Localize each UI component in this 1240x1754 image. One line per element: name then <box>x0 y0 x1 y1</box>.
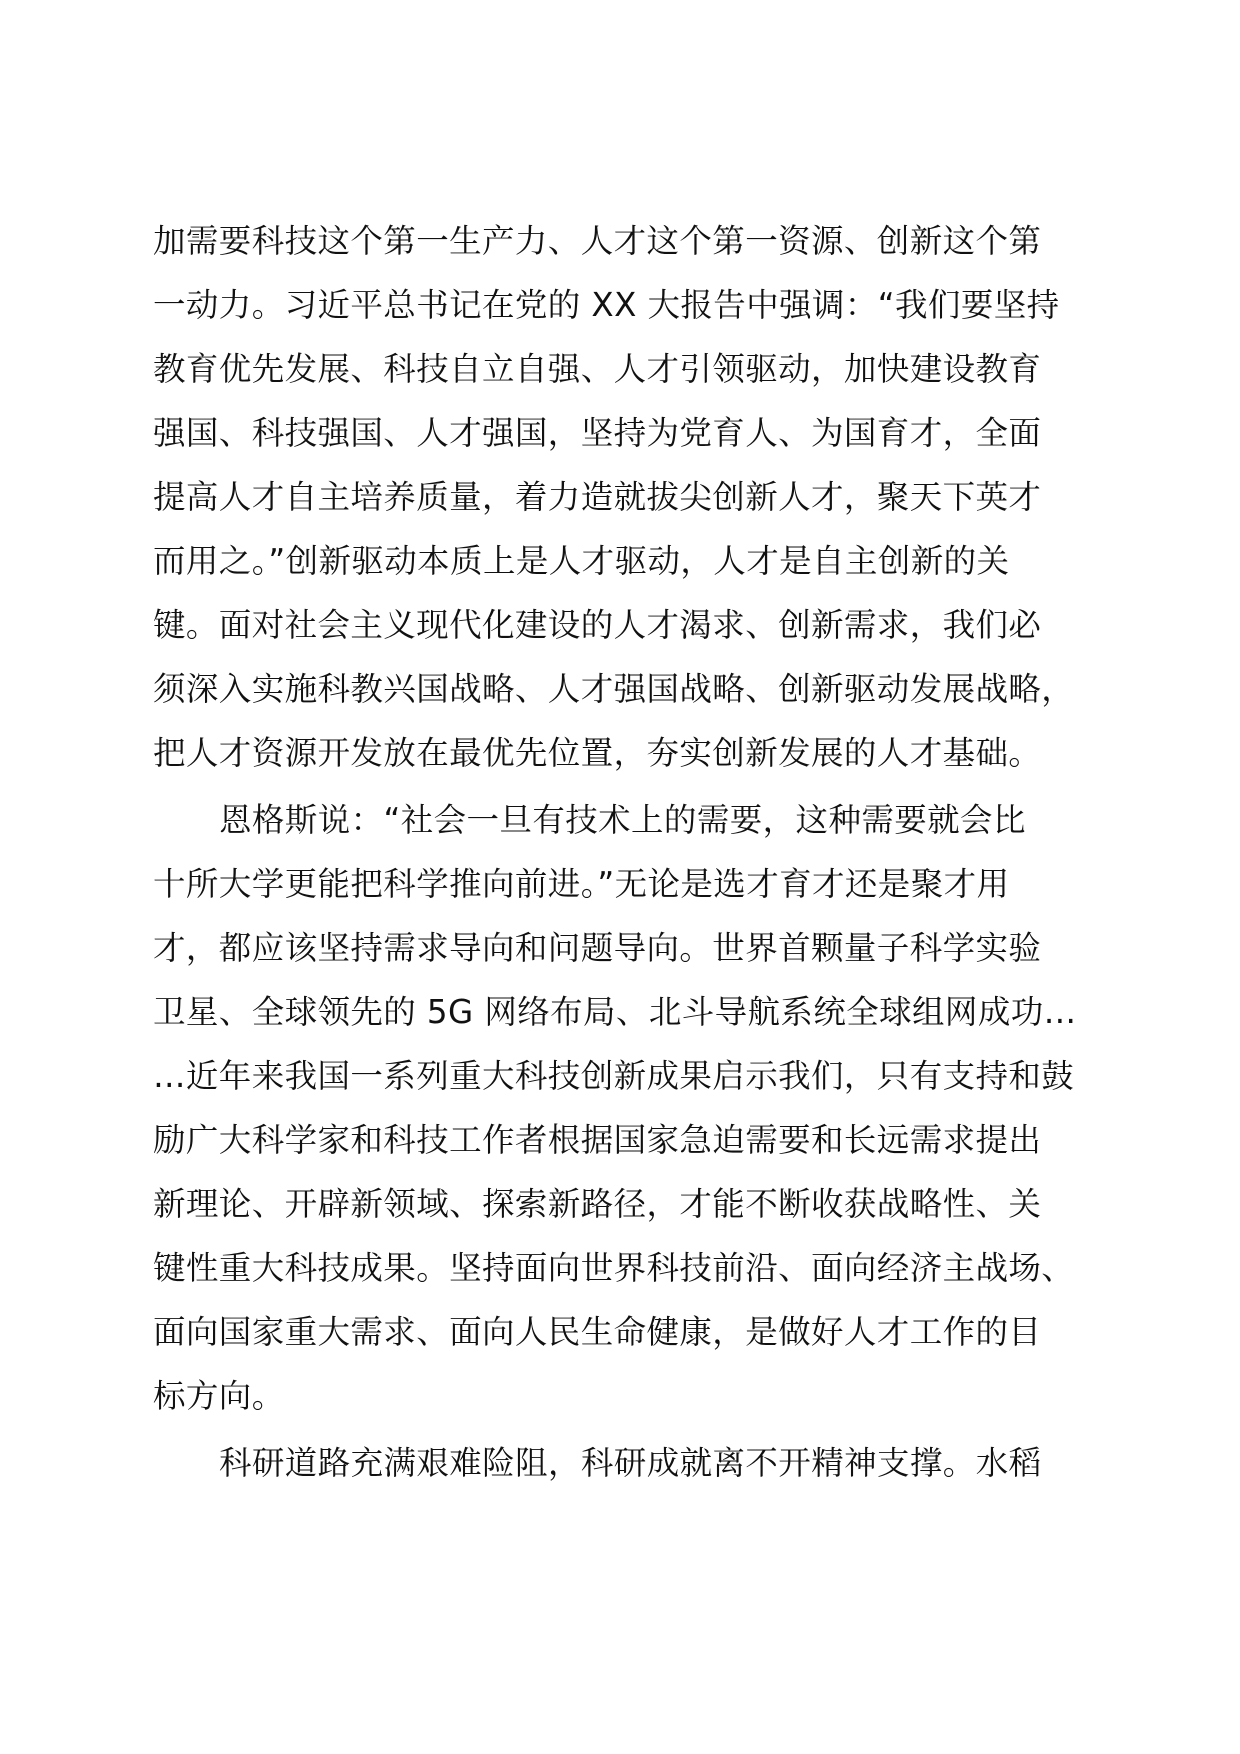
text-line-4: 强国、科技强国、人才强国，坚持为党育人、为国育才，全面 <box>153 414 1042 452</box>
text-line-16: 新理论、开辟新领域、探索新路径，才能不断收获战略性、关 <box>153 1185 1042 1223</box>
text-line-11: 十所大学更能把科学推向前进。”无论是选才育才还是聚才用 <box>153 865 1010 903</box>
text-line-12: 才，都应该坚持需求导向和问题导向。世界首颗量子科学实验 <box>153 929 1042 967</box>
text-line-8: 须深入实施科教兴国战略、人才强国战略、创新驱动发展战略， <box>153 670 1075 708</box>
text-line-6: 而用之。”创新驱动本质上是人才驱动，人才是自主创新的关 <box>153 542 1010 580</box>
text-line-1: 加需要科技这个第一生产力、人才这个第一资源、创新这个第 <box>153 222 1042 260</box>
text-line-2: 一动力。习近平总书记在党的 XX 大报告中强调：“我们要坚持 <box>153 286 1060 324</box>
text-line-14: …近年来我国一系列重大科技创新成果启示我们，只有支持和鼓 <box>153 1057 1075 1095</box>
text-line-17: 键性重大科技成果。坚持面向世界科技前沿、面向经济主战场、 <box>153 1249 1075 1287</box>
text-line-18: 面向国家重大需求、面向人民生命健康，是做好人才工作的目 <box>153 1313 1042 1351</box>
text-line-15: 励广大科学家和科技工作者根据国家急迫需要和长远需求提出 <box>153 1121 1042 1159</box>
text-line-7: 键。面对社会主义现代化建设的人才渴求、创新需求，我们必 <box>153 606 1042 644</box>
text-line-3: 教育优先发展、科技自立自强、人才引领驱动，加快建设教育 <box>153 350 1042 388</box>
text-line-19: 标方向。 <box>153 1377 285 1415</box>
paragraph-start-line-20: 科研道路充满艰难险阻，科研成就离不开精神支撑。水稻 <box>219 1444 1042 1482</box>
paragraph-start-line-10: 恩格斯说：“社会一旦有技术上的需要，这种需要就会比 <box>219 801 1026 839</box>
text-line-5: 提高人才自主培养质量，着力造就拔尖创新人才，聚天下英才 <box>153 478 1042 516</box>
text-line-9: 把人才资源开发放在最优先位置，夯实创新发展的人才基础。 <box>153 734 1042 772</box>
text-line-13: 卫星、全球领先的 5G 网络布局、北斗导航系统全球组网成功… <box>153 993 1077 1031</box>
